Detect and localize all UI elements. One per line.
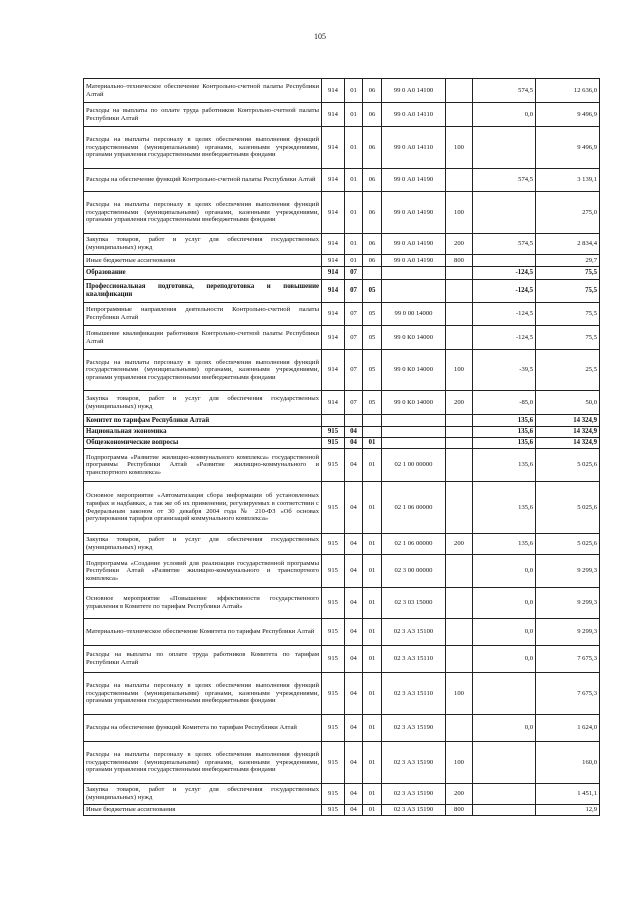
row-total-amount: 14 324,9 (536, 415, 600, 427)
row-ved-code: 914 (322, 127, 345, 169)
row-target-article: 99 0 К0 14000 (382, 326, 446, 350)
table-row (84, 303, 600, 326)
row-section-code: 07 (345, 350, 363, 391)
row-expense-type (446, 103, 473, 127)
row-total-amount: 1 624,0 (536, 715, 600, 742)
row-change-amount: 0,0 (473, 103, 536, 127)
table-row (84, 742, 600, 784)
row-change-amount (473, 192, 536, 234)
row-ved-code: 915 (322, 805, 345, 816)
row-expense-type (446, 715, 473, 742)
row-change-amount: 135,6 (473, 449, 536, 482)
row-total-amount: 75,5 (536, 280, 600, 303)
row-expense-type: 200 (446, 234, 473, 255)
row-ved-code: 915 (322, 555, 345, 588)
row-total-amount: 75,5 (536, 326, 600, 350)
row-total-amount: 7 675,3 (536, 646, 600, 673)
row-subsection-code: 01 (363, 619, 382, 646)
row-name: Иные бюджетные ассигнования (84, 805, 322, 816)
row-section-code: 04 (345, 673, 363, 715)
budget-table (83, 78, 600, 816)
row-target-article: 99 0 А0 14110 (382, 127, 446, 169)
row-section-code: 01 (345, 169, 363, 192)
row-total-amount: 2 834,4 (536, 234, 600, 255)
row-name: Подпрограмма «Создание условий для реализации государственной программы Республики Алтай «Развитие жилищно-коммунального и транспортного комплекса» (84, 555, 322, 588)
row-expense-type: 100 (446, 127, 473, 169)
row-ved-code: 915 (322, 742, 345, 784)
row-name: Подпрограмма «Развитие жилищно-коммунального комплекса» государственной программы Республики Алтай «Развитие жилищно-коммунального и транспортного комплекса» (84, 449, 322, 482)
row-section-code: 04 (345, 619, 363, 646)
row-section-code: 07 (345, 326, 363, 350)
row-target-article: 99 0 К0 14000 (382, 350, 446, 391)
row-section-code: 04 (345, 588, 363, 619)
row-total-amount: 75,5 (536, 303, 600, 326)
row-section-code: 04 (345, 742, 363, 784)
row-section-code: 04 (345, 427, 363, 438)
row-change-amount (473, 784, 536, 805)
row-expense-type: 800 (446, 255, 473, 267)
row-total-amount: 12,9 (536, 805, 600, 816)
row-section-code: 01 (345, 127, 363, 169)
row-change-amount (473, 255, 536, 267)
row-change-amount (473, 742, 536, 784)
row-subsection-code: 05 (363, 280, 382, 303)
row-target-article: 02 1 06 00000 (382, 482, 446, 534)
row-subsection-code (363, 427, 382, 438)
table-row (84, 534, 600, 555)
row-change-amount: 135,6 (473, 427, 536, 438)
table-row (84, 326, 600, 350)
row-section-code: 07 (345, 267, 363, 280)
row-ved-code: 914 (322, 192, 345, 234)
row-section-code: 01 (345, 255, 363, 267)
row-total-amount: 9 299,3 (536, 588, 600, 619)
row-total-amount: 160,0 (536, 742, 600, 784)
row-change-amount (473, 673, 536, 715)
row-expense-type (446, 555, 473, 588)
row-target-article: 02 3 А3 15110 (382, 646, 446, 673)
row-total-amount: 29,7 (536, 255, 600, 267)
row-total-amount: 14 324,9 (536, 427, 600, 438)
row-target-article: 02 3 А3 15190 (382, 715, 446, 742)
row-subsection-code: 06 (363, 255, 382, 267)
row-target-article: 02 1 06 00000 (382, 534, 446, 555)
page-number: 105 (314, 32, 326, 41)
row-section-code: 04 (345, 438, 363, 449)
row-target-article: 99 0 А0 14190 (382, 192, 446, 234)
row-name: Повышение квалификации работников Контрольно-счетной палаты Республики Алтай (84, 326, 322, 350)
row-subsection-code: 05 (363, 326, 382, 350)
row-name: Основное мероприятие «Повышение эффективности государственного управления в Комитете по тарифам Республики Алтай» (84, 588, 322, 619)
row-change-amount: 0,0 (473, 555, 536, 588)
row-ved-code: 914 (322, 326, 345, 350)
row-name: Национальная экономика (84, 427, 322, 438)
row-section-code: 04 (345, 534, 363, 555)
row-change-amount: 574,5 (473, 234, 536, 255)
row-ved-code: 915 (322, 619, 345, 646)
row-subsection-code: 05 (363, 303, 382, 326)
row-subsection-code: 01 (363, 742, 382, 784)
row-section-code: 07 (345, 391, 363, 415)
table-row (84, 588, 600, 619)
row-expense-type (446, 482, 473, 534)
row-ved-code: 914 (322, 350, 345, 391)
row-name: Расходы на выплаты персоналу в целях обеспечения выполнения функций государственными (муниципальными) органами, казенными учреждениями, органами управления государственными внебюджетными фондами (84, 742, 322, 784)
row-expense-type (446, 619, 473, 646)
row-expense-type: 100 (446, 673, 473, 715)
row-target-article (382, 427, 446, 438)
row-ved-code: 914 (322, 79, 345, 103)
row-name: Закупка товаров, работ и услуг для обеспечения государственных (муниципальных) нужд (84, 534, 322, 555)
row-subsection-code (363, 267, 382, 280)
row-name: Расходы на выплаты персоналу в целях обеспечения выполнения функций государственными (муниципальными) органами, казенными учреждениями, органами управления государственными внебюджетными фондами (84, 673, 322, 715)
row-subsection-code: 01 (363, 482, 382, 534)
row-target-article: 02 3 А3 15110 (382, 673, 446, 715)
row-ved-code: 914 (322, 267, 345, 280)
table-row (84, 79, 600, 103)
table-row (84, 169, 600, 192)
row-subsection-code: 01 (363, 784, 382, 805)
row-ved-code: 915 (322, 673, 345, 715)
row-total-amount: 9 299,3 (536, 619, 600, 646)
row-total-amount: 50,0 (536, 391, 600, 415)
row-total-amount: 75,5 (536, 267, 600, 280)
row-name: Расходы на обеспечение функций Контрольно-счетной палаты Республики Алтай (84, 169, 322, 192)
row-change-amount (473, 127, 536, 169)
table-row (84, 127, 600, 169)
table-row (84, 103, 600, 127)
row-target-article: 99 0 А0 14190 (382, 234, 446, 255)
row-name: Профессиональная подготовка, переподготовка и повышение квалификации (84, 280, 322, 303)
table-row (84, 805, 600, 816)
row-expense-type: 100 (446, 742, 473, 784)
row-expense-type (446, 588, 473, 619)
table-row (84, 234, 600, 255)
row-name: Непрограммные направления деятельности Контрольно-счетной палаты Республики Алтай (84, 303, 322, 326)
row-name: Расходы на выплаты по оплате труда работников Контрольно-счетной палаты Республики Алтай (84, 103, 322, 127)
table-body (84, 79, 600, 816)
row-change-amount: 0,0 (473, 646, 536, 673)
row-target-article: 99 0 А0 14110 (382, 103, 446, 127)
row-change-amount: 574,5 (473, 79, 536, 103)
row-section-code: 01 (345, 103, 363, 127)
row-expense-type: 800 (446, 805, 473, 816)
row-target-article: 99 0 00 14000 (382, 303, 446, 326)
row-section-code: 01 (345, 79, 363, 103)
row-subsection-code: 01 (363, 646, 382, 673)
row-total-amount: 1 451,1 (536, 784, 600, 805)
row-section-code: 04 (345, 555, 363, 588)
row-section-code: 07 (345, 280, 363, 303)
row-total-amount: 5 025,6 (536, 482, 600, 534)
row-subsection-code: 05 (363, 391, 382, 415)
row-total-amount: 12 636,0 (536, 79, 600, 103)
row-name: Иные бюджетные ассигнования (84, 255, 322, 267)
row-expense-type (446, 449, 473, 482)
row-ved-code: 914 (322, 255, 345, 267)
row-target-article: 02 3 00 00000 (382, 555, 446, 588)
row-total-amount: 9 496,9 (536, 127, 600, 169)
row-ved-code: 915 (322, 438, 345, 449)
row-expense-type (446, 267, 473, 280)
row-change-amount: 0,0 (473, 715, 536, 742)
row-section-code: 04 (345, 784, 363, 805)
row-subsection-code: 06 (363, 192, 382, 234)
row-target-article (382, 280, 446, 303)
row-ved-code: 915 (322, 715, 345, 742)
row-target-article: 02 3 А3 15100 (382, 619, 446, 646)
row-expense-type: 200 (446, 784, 473, 805)
row-total-amount: 25,5 (536, 350, 600, 391)
row-section-code: 04 (345, 805, 363, 816)
row-expense-type (446, 280, 473, 303)
row-ved-code: 914 (322, 391, 345, 415)
row-subsection-code: 06 (363, 234, 382, 255)
row-subsection-code: 01 (363, 449, 382, 482)
row-subsection-code: 01 (363, 805, 382, 816)
row-ved-code: 915 (322, 588, 345, 619)
row-expense-type: 100 (446, 350, 473, 391)
row-target-article (382, 415, 446, 427)
row-name: Комитет по тарифам Республики Алтай (84, 415, 322, 427)
table-row (84, 415, 600, 427)
row-target-article: 02 3 А3 15190 (382, 742, 446, 784)
row-change-amount: -39,5 (473, 350, 536, 391)
row-change-amount: 135,6 (473, 482, 536, 534)
table-row (84, 255, 600, 267)
row-name: Расходы на выплаты персоналу в целях обеспечения выполнения функций государственными (муниципальными) органами, казенными учреждениями, органами управления государственными внебюджетными фондами (84, 127, 322, 169)
row-target-article (382, 438, 446, 449)
row-section-code: 07 (345, 303, 363, 326)
row-ved-code: 915 (322, 482, 345, 534)
row-target-article: 99 0 А0 14100 (382, 79, 446, 103)
row-expense-type: 200 (446, 534, 473, 555)
row-name: Материально–техническое обеспечение Контрольно-счетной палаты Республики Алтай (84, 79, 322, 103)
row-target-article: 02 3 03 15000 (382, 588, 446, 619)
row-ved-code: 915 (322, 449, 345, 482)
row-expense-type (446, 79, 473, 103)
row-change-amount: -85,0 (473, 391, 536, 415)
row-name: Общеэкономические вопросы (84, 438, 322, 449)
row-target-article: 02 3 А3 15190 (382, 805, 446, 816)
row-change-amount: -124,5 (473, 267, 536, 280)
row-change-amount: -124,5 (473, 326, 536, 350)
table-row (84, 482, 600, 534)
row-expense-type (446, 326, 473, 350)
row-section-code: 04 (345, 646, 363, 673)
row-expense-type: 100 (446, 192, 473, 234)
row-section-code (345, 415, 363, 427)
row-change-amount: 135,6 (473, 534, 536, 555)
table-row (84, 449, 600, 482)
row-ved-code: 915 (322, 427, 345, 438)
row-total-amount: 5 025,6 (536, 534, 600, 555)
row-subsection-code: 01 (363, 534, 382, 555)
table-row (84, 555, 600, 588)
row-subsection-code: 01 (363, 555, 382, 588)
row-change-amount: -124,5 (473, 303, 536, 326)
row-total-amount: 14 324,9 (536, 438, 600, 449)
table-row (84, 267, 600, 280)
row-name: Закупка товаров, работ и услуг для обеспечения государственных (муниципальных) нужд (84, 234, 322, 255)
table-row (84, 192, 600, 234)
row-expense-type (446, 438, 473, 449)
row-subsection-code: 06 (363, 127, 382, 169)
row-name: Расходы на выплаты по оплате труда работников Комитета по тарифам Республики Алтай (84, 646, 322, 673)
row-change-amount: 0,0 (473, 588, 536, 619)
row-subsection-code (363, 415, 382, 427)
table-row (84, 280, 600, 303)
row-target-article: 99 0 К0 14000 (382, 391, 446, 415)
table-row (84, 619, 600, 646)
row-change-amount (473, 805, 536, 816)
row-subsection-code: 06 (363, 79, 382, 103)
row-subsection-code: 01 (363, 438, 382, 449)
table-row (84, 673, 600, 715)
row-target-article: 02 1 00 00000 (382, 449, 446, 482)
row-expense-type: 200 (446, 391, 473, 415)
row-section-code: 04 (345, 715, 363, 742)
row-total-amount: 7 675,3 (536, 673, 600, 715)
row-name: Материально–техническое обеспечение Комитета по тарифам Республики Алтай (84, 619, 322, 646)
table-row (84, 784, 600, 805)
row-ved-code: 915 (322, 646, 345, 673)
row-target-article: 99 0 А0 14190 (382, 255, 446, 267)
row-ved-code (322, 415, 345, 427)
row-section-code: 01 (345, 234, 363, 255)
row-ved-code: 914 (322, 169, 345, 192)
row-expense-type (446, 303, 473, 326)
row-subsection-code: 05 (363, 350, 382, 391)
row-name: Закупка товаров, работ и услуг для обеспечения государственных (муниципальных) нужд (84, 391, 322, 415)
row-ved-code: 914 (322, 103, 345, 127)
row-ved-code: 915 (322, 784, 345, 805)
row-name: Расходы на выплаты персоналу в целях обеспечения выполнения функций государственными (муниципальными) органами, казенными учреждениями, органами управления государственными внебюджетными фондами (84, 350, 322, 391)
row-expense-type (446, 427, 473, 438)
table-row (84, 646, 600, 673)
row-name: Закупка товаров, работ и услуг для обеспечения государственных (муниципальных) нужд (84, 784, 322, 805)
row-name: Образование (84, 267, 322, 280)
row-target-article: 02 3 А3 15190 (382, 784, 446, 805)
row-total-amount: 275,0 (536, 192, 600, 234)
row-section-code: 04 (345, 482, 363, 534)
row-expense-type (446, 646, 473, 673)
row-expense-type (446, 169, 473, 192)
row-subsection-code: 01 (363, 673, 382, 715)
row-name: Расходы на обеспечение функций Комитета по тарифам Республики Алтай (84, 715, 322, 742)
row-subsection-code: 06 (363, 103, 382, 127)
row-target-article (382, 267, 446, 280)
row-section-code: 04 (345, 449, 363, 482)
row-change-amount: 574,5 (473, 169, 536, 192)
row-subsection-code: 01 (363, 588, 382, 619)
row-expense-type (446, 415, 473, 427)
row-ved-code: 914 (322, 234, 345, 255)
table-row (84, 427, 600, 438)
row-name: Основное мероприятие «Автоматизация сбора информации об установленных тарифах и надбавках, а так же об их применении, регулируемых в соответствии с Федеральным законом от 30 декабря 2004 года № 210-ФЗ «Об основах регулирования тарифов организаций коммунального комплекса» (84, 482, 322, 534)
table-row (84, 438, 600, 449)
row-total-amount: 5 025,6 (536, 449, 600, 482)
row-section-code: 01 (345, 192, 363, 234)
row-total-amount: 3 139,1 (536, 169, 600, 192)
row-subsection-code: 01 (363, 715, 382, 742)
table-row (84, 715, 600, 742)
row-ved-code: 915 (322, 534, 345, 555)
table-row (84, 350, 600, 391)
row-total-amount: 9 496,9 (536, 103, 600, 127)
row-change-amount: -124,5 (473, 280, 536, 303)
row-ved-code: 914 (322, 280, 345, 303)
row-target-article: 99 0 А0 14190 (382, 169, 446, 192)
row-ved-code: 914 (322, 303, 345, 326)
table-row (84, 391, 600, 415)
row-change-amount: 0,0 (473, 619, 536, 646)
row-name: Расходы на выплаты персоналу в целях обеспечения выполнения функций государственными (муниципальными) органами, казенными учреждениями, органами управления государственными внебюджетными фондами (84, 192, 322, 234)
row-subsection-code: 06 (363, 169, 382, 192)
row-change-amount: 135,6 (473, 438, 536, 449)
row-change-amount: 135,6 (473, 415, 536, 427)
row-total-amount: 9 299,3 (536, 555, 600, 588)
